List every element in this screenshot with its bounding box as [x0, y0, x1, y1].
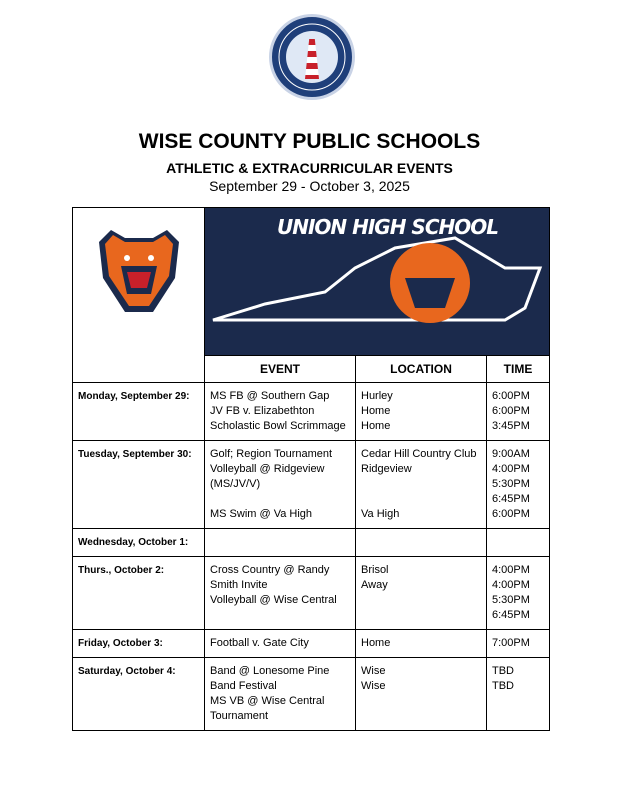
virginia-map-icon — [205, 208, 550, 356]
location-name: Ridgeview — [361, 463, 412, 475]
table-row — [73, 383, 550, 441]
page-title: WISE COUNTY PUBLIC SCHOOLS — [138, 130, 481, 153]
times-cell — [487, 383, 550, 441]
locations-cell — [356, 630, 487, 658]
location-name: Wise — [361, 680, 386, 692]
times-cell — [487, 630, 550, 658]
event-name: MS Swim @ Va High — [210, 508, 313, 520]
times-cell — [487, 557, 550, 630]
event-time: 6:45PM — [492, 609, 530, 621]
school-banner — [205, 208, 550, 356]
day-label: Thurs., October 2: — [73, 557, 205, 630]
bear-mascot-icon — [91, 222, 187, 318]
times-cell — [487, 441, 550, 529]
location-name — [361, 492, 481, 507]
lighthouse-icon — [305, 39, 319, 79]
page-subtitle: ATHLETIC & EXTRACURRICULAR EVENTS — [166, 160, 453, 176]
location-name — [361, 477, 481, 492]
day-label: Friday, October 3: — [73, 630, 205, 658]
location-name: Away — [361, 579, 388, 591]
location-name: Cedar Hill Country Club — [361, 448, 477, 460]
event-name: Scholastic Bowl Scrimmage — [210, 420, 346, 432]
location-name: Home — [361, 405, 391, 417]
day-label: Wednesday, October 1: — [73, 529, 205, 557]
event-name: MS FB @ Southern Gap — [210, 390, 330, 402]
table-row — [73, 658, 550, 731]
location-name: Va High — [361, 508, 400, 520]
event-time: 9:00AM — [492, 448, 530, 460]
location-name: Brisol — [361, 564, 389, 576]
events-cell — [205, 658, 356, 731]
event-time: TBD — [492, 665, 514, 677]
event-name: (MS/JV/V) — [210, 478, 261, 490]
day-label: Monday, September 29: — [73, 383, 205, 441]
event-time: 7:00PM — [492, 637, 530, 649]
event-time: 5:30PM — [492, 594, 530, 606]
event-time: 6:00PM — [492, 390, 530, 402]
event-name: Volleyball @ Ridgeview — [210, 463, 325, 475]
event-time: TBD — [492, 680, 514, 692]
locations-cell — [356, 441, 487, 529]
event-name: MS VB @ Wise Central — [210, 695, 325, 707]
event-time: 6:00PM — [492, 405, 530, 417]
table-row — [73, 441, 550, 529]
column-header-location: LOCATION — [356, 356, 487, 383]
event-name: Smith Invite — [210, 579, 268, 591]
events-cell — [205, 441, 356, 529]
event-time: 3:45PM — [492, 420, 530, 432]
event-name: Golf; Region Tournament — [210, 448, 333, 460]
times-cell — [487, 529, 550, 557]
day-label: Tuesday, September 30: — [73, 441, 205, 529]
event-name: Volleyball @ Wise Central — [210, 594, 337, 606]
event-name: Cross Country @ Randy — [210, 564, 330, 576]
table-row — [73, 630, 550, 658]
event-time: 6:00PM — [492, 508, 530, 520]
location-name: Wise — [361, 665, 386, 677]
location-name: Home — [361, 637, 391, 649]
event-time: 5:30PM — [492, 478, 530, 490]
event-time: 4:00PM — [492, 579, 530, 591]
event-name — [210, 492, 350, 507]
events-cell — [205, 383, 356, 441]
locations-cell — [356, 658, 487, 731]
events-cell — [205, 529, 356, 557]
events-cell — [205, 557, 356, 630]
table-row — [73, 529, 550, 557]
school-name: UNION HIGH SCHOOL — [277, 215, 498, 239]
event-name: Football v. Gate City — [210, 637, 309, 649]
district-logo — [269, 14, 355, 100]
event-time: 4:00PM — [492, 463, 530, 475]
event-time: 6:45PM — [492, 493, 530, 505]
locations-cell — [356, 557, 487, 630]
day-label: Saturday, October 4: — [73, 658, 205, 731]
locations-cell — [356, 383, 487, 441]
location-name: Home — [361, 420, 391, 432]
event-name: Band Festival — [210, 680, 277, 692]
event-name: Tournament — [210, 710, 269, 722]
events-table — [72, 207, 550, 731]
mascot-cell — [73, 208, 205, 356]
locations-cell — [356, 529, 487, 557]
events-cell — [205, 630, 356, 658]
event-name: Band @ Lonesome Pine — [210, 665, 330, 677]
times-cell — [487, 658, 550, 731]
table-row — [73, 557, 550, 630]
event-time: 4:00PM — [492, 564, 530, 576]
date-range: September 29 - October 3, 2025 — [209, 178, 410, 194]
event-name: JV FB v. Elizabethton — [210, 405, 315, 417]
column-header-time: TIME — [487, 356, 550, 383]
column-header-event: EVENT — [205, 356, 356, 383]
location-name: Hurley — [361, 390, 393, 402]
